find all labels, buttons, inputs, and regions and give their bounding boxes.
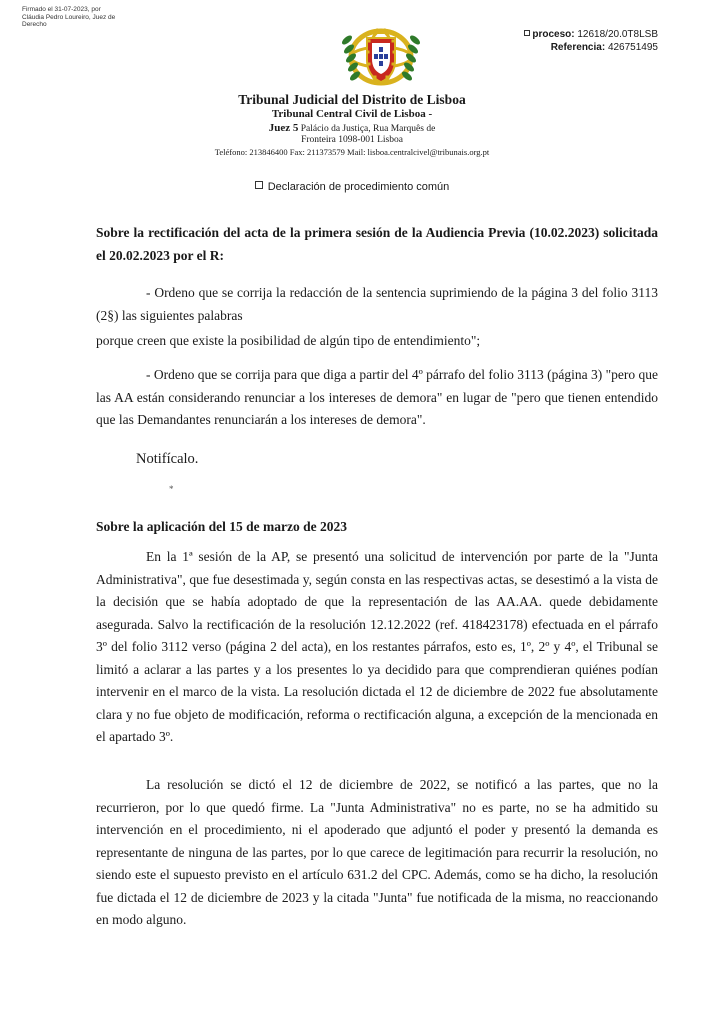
- checkbox-icon: [524, 30, 530, 36]
- proceso-label: proceso:: [532, 29, 575, 40]
- court-name: Tribunal Judicial del Distrito de Lisboa: [238, 92, 466, 107]
- court-subname: Tribunal Central Civil de Lisboa -: [271, 108, 433, 120]
- order-paragraph-1: - Ordeno que se corrija la redacción de la sentencia suprimiendo de la página 3 del folio 3113 (2§) las siguientes palabras: [96, 285, 658, 323]
- body-paragraph-1: En la 1ª sesión de la AP, se presentó una solicitud de intervención por parte de la "Junta Administrativa", que fue desestimada y, según consta en las respectivas actas, se desestimó a la vista de la decisión que se había adoptado de que la representación de las AA.AA. quede debidamente asegurada. Salvo la rectificación de la resolución 12.12.2022 (ref. 418423178) efectuada en el párrafo 3º del folio 3112 verso (página 2 del acta), en los restantes párrafos, esto es, 1º, 2º y 4º, el Tribunal se limitó a aclarar a las partes y a los presentes lo ya decidido para que comprendieran quiénes podían intervenir en el marco de la vista. La resolución dictada el 12 de diciembre de 2022 fue absolutamente clara y no fue objeto de modificación, reforma o rectificación alguna, a excepción de la mencionada en el apartado 3º.: [96, 549, 658, 744]
- signature-line-2: Cláudia Pedro Loureiro, Juez de: [22, 13, 116, 21]
- court-address-line-2: Fronteira 1098-001 Lisboa: [301, 135, 403, 145]
- referencia-label: Referencia:: [550, 42, 606, 53]
- order-paragraph-2: - Ordeno que se corrija para que diga a partir del 4º párrafo del folio 3113 (página 3) "pero que las AA están considerando renunciar a los intereses de demora" en lugar de "pero que tienen entendido que las Demandantes renunciarán a los intereses de demora".: [96, 367, 658, 427]
- process-reference: [524, 28, 658, 54]
- section-heading-application: Sobre la aplicación del 15 de marzo de 2023: [96, 519, 347, 534]
- court-contact: Teléfono: 213846400 Fax: 211373579 Mail: lisboa.centralcivel@tribunais.org.pt: [214, 147, 490, 157]
- proceso-value: 12618/20.0T8LSB: [577, 29, 658, 40]
- checkbox-icon: [255, 181, 263, 189]
- judge-label: Juez 5: [268, 122, 299, 134]
- proceso-row: [524, 28, 658, 41]
- declaration-line: [0, 181, 704, 193]
- referencia-row: [524, 41, 658, 54]
- referencia-value: 426751495: [607, 42, 658, 53]
- court-address-1: Palácio da Justiça, Rua Marquês de: [300, 124, 436, 134]
- signature-line-1: Firmado el 31-07-2023, por: [22, 6, 101, 13]
- separator-mark: *: [169, 484, 174, 494]
- coat-of-arms-icon: [333, 24, 429, 90]
- signature-note: [22, 6, 142, 29]
- order-paragraph-1-continuation: porque creen que existe la posibilidad de algún tipo de entendimiento";: [96, 333, 481, 348]
- notify-line: Notifícalo.: [136, 451, 199, 467]
- signature-line-3: Derecho: [22, 21, 47, 28]
- declaration-text: Declaración de procedimiento común: [267, 181, 450, 193]
- section-heading-rectification: Sobre la rectificación del acta de la primera sesión de la Audiencia Previa (10.02.2023) solicitada el 20.02.2023 por el R:: [96, 225, 658, 263]
- court-address-line-1: [0, 122, 704, 134]
- body-paragraph-2: La resolución se dictó el 12 de diciembre de 2022, se notificó a las partes, que no la recurrieron, por lo que quedó firme. La "Junta Administrativa" no es parte, no se ha admitido su intervención en el procedimiento, ni el apoderado que adjuntó el poder y presentó la demanda es representante de ninguna de las partes, por lo que carece de legitimación para recurrir la resolución, no siendo este el supuesto previsto en el artículo 631.2 del CPC. Además, como se ha dicho, la resolución fue dictada el 12 de diciembre de 2023 y la citada "Junta" fue notificada de la misma, no reaccionando en modo alguno.: [96, 777, 658, 927]
